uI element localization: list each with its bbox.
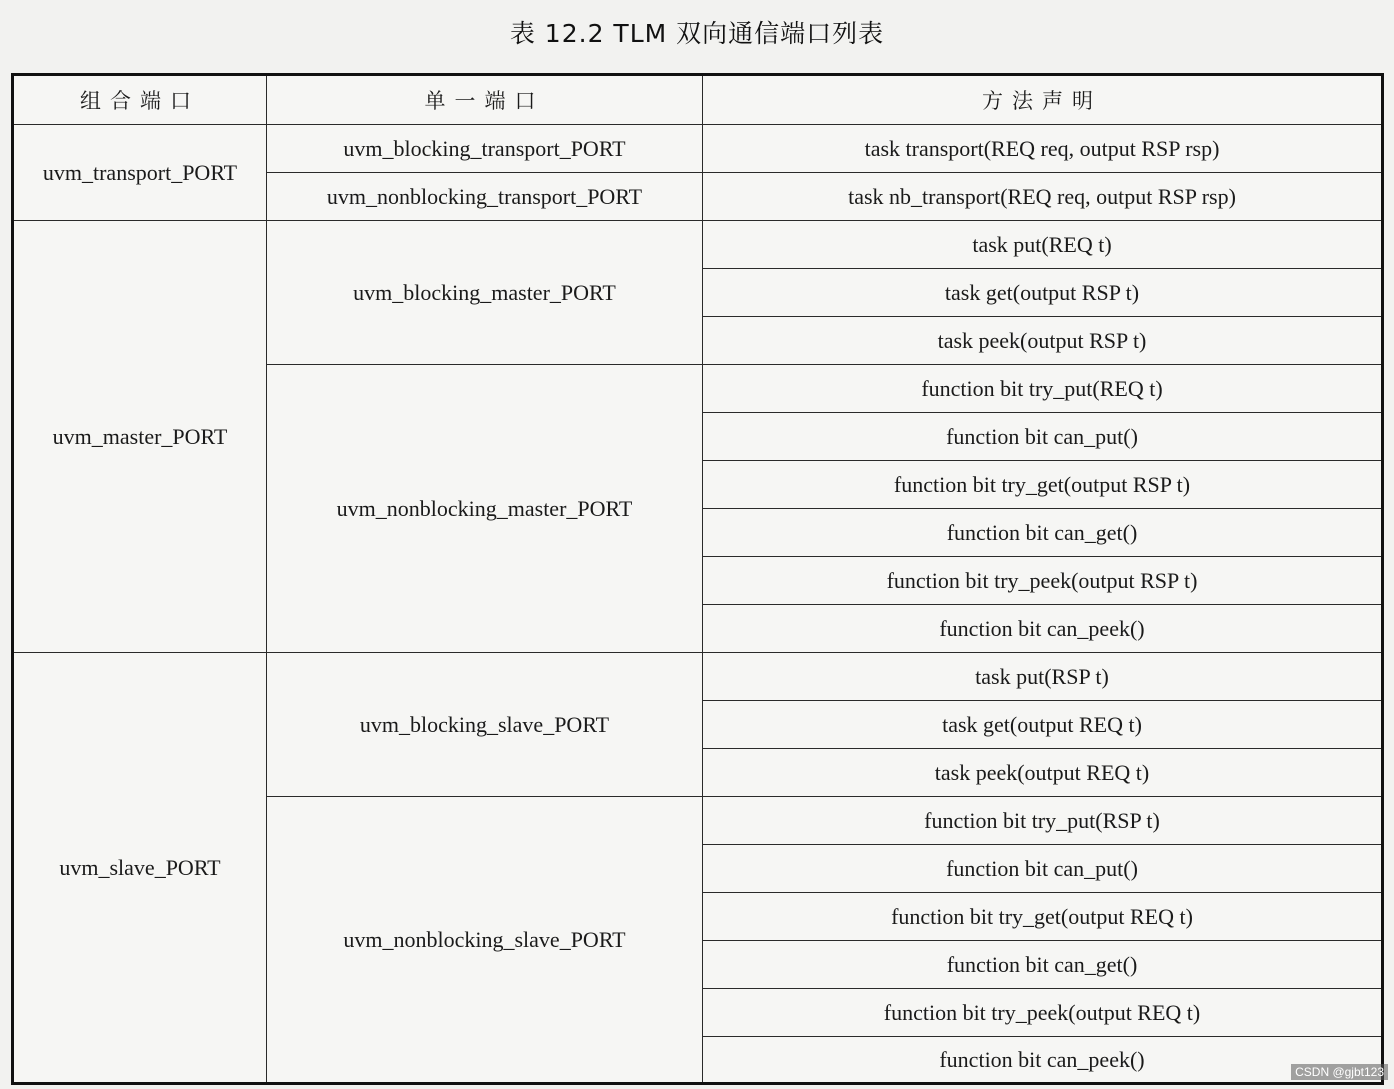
tlm-port-table: [11, 73, 1384, 1085]
single-port-cell: uvm_nonblocking_slave_PORT: [267, 797, 703, 1084]
method-cell: task peek(output REQ t): [703, 749, 1383, 797]
composite-port-cell: uvm_master_PORT: [13, 221, 267, 653]
method-cell: task nb_transport(REQ req, output RSP rsp): [703, 173, 1383, 221]
method-cell: task peek(output RSP t): [703, 317, 1383, 365]
method-cell: function bit try_get(output RSP t): [703, 461, 1383, 509]
table-row: [13, 653, 1383, 701]
method-cell: function bit can_peek(): [703, 1037, 1383, 1084]
method-cell: function bit can_peek(): [703, 605, 1383, 653]
method-cell: task get(output RSP t): [703, 269, 1383, 317]
method-cell: task put(RSP t): [703, 653, 1383, 701]
method-cell: function bit can_put(): [703, 845, 1383, 893]
header-row: [13, 75, 1383, 125]
single-port-cell: uvm_blocking_transport_PORT: [267, 125, 703, 173]
single-port-cell: uvm_nonblocking_master_PORT: [267, 365, 703, 653]
method-cell: task put(REQ t): [703, 221, 1383, 269]
watermark-label: CSDN @gjbt123: [1291, 1064, 1388, 1080]
method-cell: task transport(REQ req, output RSP rsp): [703, 125, 1383, 173]
table-row: [13, 221, 1383, 269]
header-single-port: 单一端口: [267, 75, 703, 125]
method-cell: function bit try_put(REQ t): [703, 365, 1383, 413]
table-caption: 表 12.2 TLM 双向通信端口列表: [509, 19, 885, 48]
method-cell: function bit try_peek(output REQ t): [703, 989, 1383, 1037]
composite-port-cell: uvm_transport_PORT: [13, 125, 267, 221]
method-cell: function bit can_get(): [703, 941, 1383, 989]
method-cell: function bit can_get(): [703, 509, 1383, 557]
composite-port-cell: uvm_slave_PORT: [13, 653, 267, 1084]
header-method-declaration: 方法声明: [703, 75, 1383, 125]
single-port-cell: uvm_nonblocking_transport_PORT: [267, 173, 703, 221]
single-port-cell: uvm_blocking_master_PORT: [267, 221, 703, 365]
header-composite-port: 组合端口: [13, 75, 267, 125]
method-cell: task get(output REQ t): [703, 701, 1383, 749]
method-cell: function bit can_put(): [703, 413, 1383, 461]
method-cell: function bit try_peek(output RSP t): [703, 557, 1383, 605]
method-cell: function bit try_put(RSP t): [703, 797, 1383, 845]
single-port-cell: uvm_blocking_slave_PORT: [267, 653, 703, 797]
method-cell: function bit try_get(output REQ t): [703, 893, 1383, 941]
table-row: [13, 125, 1383, 173]
